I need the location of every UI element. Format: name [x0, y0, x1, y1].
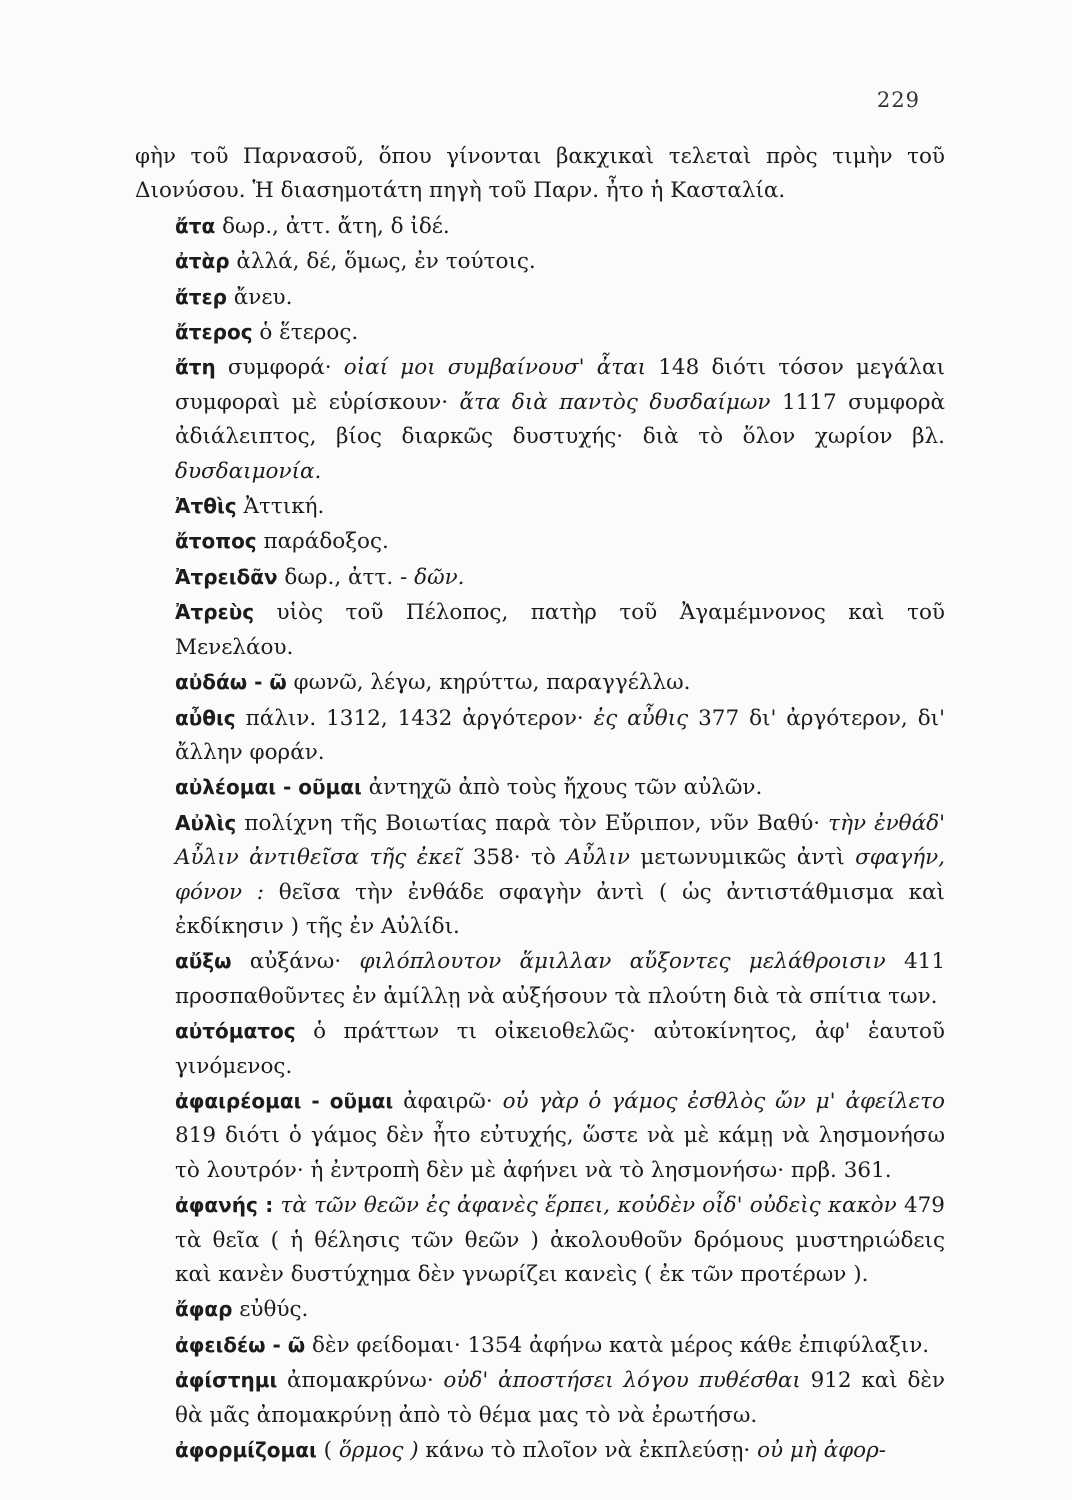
entry-text: εὐθύς. [232, 1297, 309, 1323]
entry-quotation: οὐδ' ἀποστήσει λόγου πυθέσθαι [443, 1368, 801, 1394]
entry-text: συμφορά· [215, 355, 344, 381]
dictionary-entry [135, 489, 945, 524]
entry-quotation: ὅρμος ) [338, 1438, 419, 1464]
entry-text: 479 τὰ θεῖα ( ἡ θέλησις τῶν θεῶν ) ἀκολουθοῦν δρόμους μυστηριώδεις καὶ κανὲν δυστύχημα δὲν γνωρίζει κανεὶς ( ἐκ τῶν προτέρων ). [175, 1193, 945, 1287]
dictionary-entry [135, 1084, 945, 1188]
entry-text: παράδοξος. [256, 529, 389, 555]
entry-text: 377 δι' ἀργότερον, δι' ἄλλην φοράν. [175, 705, 945, 765]
entry-text: θεῖσα τὴν ἐνθάδε σφαγὴν ἀντὶ ( ὡς ἀντιστάθμισμα καὶ ἐκδίκησιν ) τῆς ἐν Αὐλίδι. [175, 879, 945, 939]
entry-text: 912 καὶ δὲν θὰ μᾶς ἀπομακρύνῃ ἀπὸ τὸ θέμα μας τὸ νὰ ἐρωτήσω. [175, 1368, 946, 1428]
dictionary-entry [135, 595, 945, 665]
entry-headword: ἄτερος [175, 320, 253, 345]
entry-text: πολίχνη τῆς Βοιωτίας παρὰ τὸν Εὔριπον, νῦν Βαθύ· [236, 810, 829, 836]
dictionary-entry [135, 770, 945, 805]
entry-text: φωνῶ, λέγω, κηρύττω, παραγγέλλω. [286, 670, 691, 696]
entry-headword: Ἀτρειδᾶν [175, 564, 278, 589]
entry-quotation: σφαγήν, φόνον : [175, 845, 945, 905]
entry-headword: ἄτα [175, 213, 216, 238]
entry-text: κάνω τὸ πλοῖον νὰ ἐκπλεύσῃ· [418, 1438, 758, 1464]
entry-headword: ἄτερ [175, 284, 227, 309]
page-number: 229 [876, 88, 920, 112]
entry-continuation [135, 140, 945, 209]
entry-text: ( [316, 1438, 339, 1464]
entry-headword: αὔξω [175, 949, 232, 974]
entry-quotation: τὴν ἐνθάδ' Αὖλιν ἀντιθεῖσα τῆς ἐκεῖ [175, 810, 945, 871]
entry-text: αὐξάνω· [231, 949, 360, 975]
entry-text: 411 προσπαθοῦντες ἐν ἁμίλλῃ νὰ αὐξήσουν τὰ πλούτη διὰ τὰ σπίτια των. [175, 949, 945, 1009]
dictionary-entry [135, 1188, 945, 1292]
entry-headword: Αὐλὶς [175, 810, 237, 835]
entry-text: 358· τὸ [462, 845, 567, 871]
entry-text: ἀντηχῶ ἀπὸ τοὺς ἤχους τῶν αὐλῶν. [361, 775, 763, 801]
dictionary-entry [135, 244, 945, 279]
dictionary-entry [135, 209, 945, 244]
entry-headword: Ἀτρεὺς [175, 600, 255, 625]
entry-quotation: οὐ γὰρ ὁ γάμος ἐσθλὸς ὤν μ' ἀφείλετο [502, 1088, 945, 1114]
dictionary-entry [135, 944, 945, 1014]
entry-quotation: δῶν. [414, 564, 465, 590]
entry-quotation: Αὖλιν [566, 845, 630, 871]
entry-text: ὁ ἕτερος. [252, 320, 359, 346]
entry-quotation: φιλόπλουτον ἅμιλλαν αὔξοντες μελάθροισιν [359, 949, 886, 975]
entry-headword: αὖθις [175, 705, 236, 730]
entry-quotation: οἰαί μοι συμβαίνουσ' ἆται [343, 355, 647, 381]
entry-headword: ἄτοπος [175, 529, 257, 554]
entry-text: δωρ., ἀττ. - [277, 564, 415, 590]
entry-quotation: τὰ τῶν θεῶν ἐς ἀφανὲς ἕρπει, κοὐδὲν οἶδ' οὐδεὶς κακὸν [280, 1193, 897, 1219]
entry-text: ἀλλά, δέ, ὅμως, ἐν τούτοις. [229, 249, 536, 275]
dictionary-entry [135, 280, 945, 315]
entry-text: δωρ., ἀττ. ἄτη, δ ἰδέ. [215, 213, 450, 239]
entry-text: Ἀττική. [236, 494, 325, 520]
dictionary-entry [135, 1014, 945, 1084]
entry-headword: ἀφειδέω - ῶ [175, 1332, 306, 1357]
entry-text: 148 διότι τόσον μεγάλαι συμφοραὶ μὲ εὑρίσκουν· [175, 355, 945, 415]
entry-headword: ἀφαιρέομαι - οῦμαι [175, 1088, 394, 1113]
entry-headword: αὐδάω - ῶ [175, 670, 287, 695]
entry-text: 819 διότι ὁ γάμος δὲν ἦτο εὐτυχής, ὥστε νὰ μὲ κάμῃ νὰ λησμονήσω τὸ λουτρόν· ἡ ἐντροπὴ δὲν μὲ ἀφήνει νὰ τὸ λησμονήσω· πρβ. 361. [175, 1123, 945, 1183]
dictionary-entry [135, 1433, 945, 1468]
dictionary-entry [135, 315, 945, 350]
entry-headword: αὐλέομαι - οῦμαι [175, 775, 362, 800]
dictionary-entry [135, 350, 945, 489]
dictionary-entry [135, 1363, 945, 1433]
entry-text: υἱὸς τοῦ Πέλοπος, πατὴρ τοῦ Ἀγαμέμνονος καὶ τοῦ Μενελάου. [175, 600, 945, 660]
entry-headword: ἄφαρ [175, 1297, 233, 1322]
dictionary-entry [135, 524, 945, 559]
entries-text [135, 140, 945, 1468]
entry-text: φὴν τοῦ Παρνασοῦ, ὅπου γίνονται βακχικαὶ τελεταὶ πρὸς τιμὴν τοῦ Διονύσου. Ἡ διασημοτάτη πηγὴ τοῦ Παρν. ἦτο ἡ Κασταλία. [135, 144, 945, 204]
entry-quotation: ἐς αὖθις [593, 705, 689, 731]
dictionary-entry [135, 560, 945, 595]
entry-text: μετωνυμικῶς ἀντὶ [629, 845, 856, 871]
entry-headword: ἀφανής : [175, 1193, 274, 1218]
entry-headword: Ἀτθὶς [175, 494, 237, 519]
entry-headword: αὐτόματος [175, 1019, 296, 1044]
entry-text: ἀφαιρῶ· [393, 1088, 503, 1114]
entry-text: δὲν φείδομαι· 1354 ἀφήνω κατὰ μέρος κάθε ἐπιφύλαξιν. [305, 1332, 930, 1358]
entry-headword: ἀφίστημι [175, 1368, 278, 1393]
entry-quotation: οὐ μὴ ἀφορ- [757, 1438, 887, 1464]
entry-headword: ἄτη [175, 355, 216, 380]
dictionary-entry [135, 1292, 945, 1327]
entry-text: 1117 συμφορὰ ἀδιάλειπτος, βίος διαρκῶς δυστυχής· διὰ τὸ ὅλον χωρίον βλ. [175, 389, 945, 450]
dictionary-entry [135, 665, 945, 700]
entry-text: ἄνευ. [226, 284, 293, 310]
dictionary-entry [135, 806, 945, 945]
entry-headword: ἀτὰρ [175, 249, 230, 274]
dictionary-entry [135, 701, 945, 771]
entry-headword: ἀφορμίζομαι [175, 1438, 317, 1463]
entry-text: ἀπομακρύνω· [277, 1368, 444, 1394]
entry-quotation: δυσδαιμονία. [175, 458, 322, 484]
dictionary-entry [135, 1328, 945, 1363]
entry-quotation: ἄτα διὰ παντὸς δυσδαίμων [459, 389, 771, 415]
entry-text: πάλιν. 1312, 1432 ἀργότερον· [235, 705, 594, 731]
entry-text: ὁ πράττων τι οἰκειοθελῶς· αὐτοκίνητος, ἀφ' ἑαυτοῦ γινόμενος. [175, 1019, 945, 1079]
